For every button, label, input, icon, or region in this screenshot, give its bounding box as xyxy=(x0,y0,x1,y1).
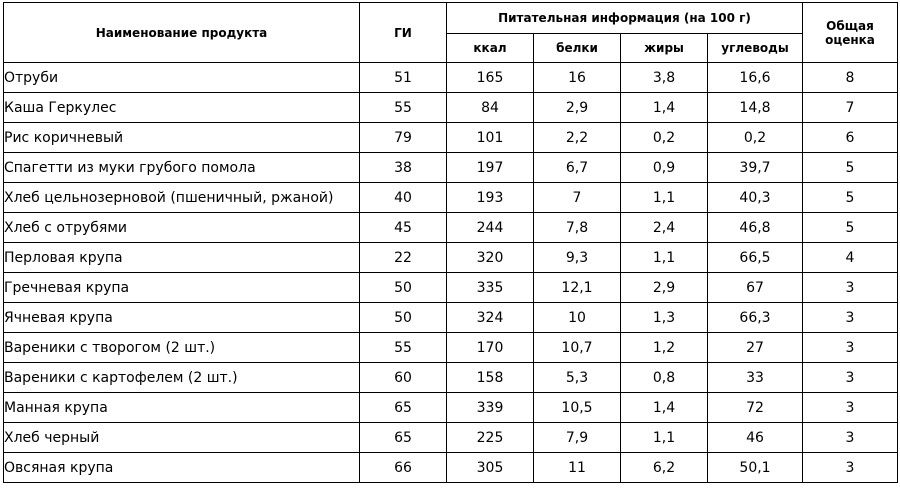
nutrition-table xyxy=(3,2,898,483)
cell-product-name: Хлеб черный xyxy=(4,423,360,453)
cell-product-name: Ячневая крупа xyxy=(4,303,360,333)
cell-kcal: 305 xyxy=(447,453,534,483)
cell-gi: 55 xyxy=(360,333,447,363)
cell-gi: 40 xyxy=(360,183,447,213)
table-body xyxy=(4,63,898,483)
cell-kcal: 84 xyxy=(447,93,534,123)
cell-score: 5 xyxy=(803,153,898,183)
cell-protein: 6,7 xyxy=(534,153,621,183)
header-kcal: ккал xyxy=(447,34,534,63)
cell-gi: 50 xyxy=(360,273,447,303)
header-product-name: Наименование продукта xyxy=(4,3,360,63)
cell-carbs: 46,8 xyxy=(708,213,803,243)
cell-kcal: 197 xyxy=(447,153,534,183)
cell-kcal: 324 xyxy=(447,303,534,333)
cell-protein: 10,5 xyxy=(534,393,621,423)
table-row xyxy=(4,453,898,483)
cell-carbs: 16,6 xyxy=(708,63,803,93)
cell-score: 3 xyxy=(803,423,898,453)
table-row xyxy=(4,153,898,183)
cell-carbs: 50,1 xyxy=(708,453,803,483)
cell-product-name: Овсяная крупа xyxy=(4,453,360,483)
header-gi: ГИ xyxy=(360,3,447,63)
cell-protein: 16 xyxy=(534,63,621,93)
cell-product-name: Рис коричневый xyxy=(4,123,360,153)
cell-fat: 1,1 xyxy=(621,423,708,453)
cell-fat: 1,2 xyxy=(621,333,708,363)
table-row xyxy=(4,183,898,213)
cell-gi: 55 xyxy=(360,93,447,123)
cell-product-name: Спагетти из муки грубого помола xyxy=(4,153,360,183)
cell-gi: 65 xyxy=(360,423,447,453)
table-header xyxy=(4,3,898,63)
cell-score: 3 xyxy=(803,453,898,483)
cell-product-name: Вареники с картофелем (2 шт.) xyxy=(4,363,360,393)
cell-fat: 2,4 xyxy=(621,213,708,243)
cell-protein: 11 xyxy=(534,453,621,483)
table-row xyxy=(4,93,898,123)
cell-carbs: 14,8 xyxy=(708,93,803,123)
cell-fat: 6,2 xyxy=(621,453,708,483)
cell-carbs: 72 xyxy=(708,393,803,423)
cell-product-name: Гречневая крупа xyxy=(4,273,360,303)
table-row xyxy=(4,123,898,153)
header-fat: жиры xyxy=(621,34,708,63)
cell-kcal: 101 xyxy=(447,123,534,153)
table-row xyxy=(4,213,898,243)
cell-protein: 7 xyxy=(534,183,621,213)
table-row xyxy=(4,333,898,363)
cell-kcal: 339 xyxy=(447,393,534,423)
cell-kcal: 170 xyxy=(447,333,534,363)
cell-product-name: Хлеб с отрубями xyxy=(4,213,360,243)
cell-product-name: Каша Геркулес xyxy=(4,93,360,123)
cell-protein: 2,2 xyxy=(534,123,621,153)
cell-carbs: 39,7 xyxy=(708,153,803,183)
cell-product-name: Манная крупа xyxy=(4,393,360,423)
cell-carbs: 0,2 xyxy=(708,123,803,153)
cell-gi: 38 xyxy=(360,153,447,183)
cell-carbs: 46 xyxy=(708,423,803,453)
cell-kcal: 165 xyxy=(447,63,534,93)
table-row xyxy=(4,393,898,423)
cell-protein: 10 xyxy=(534,303,621,333)
cell-gi: 66 xyxy=(360,453,447,483)
cell-kcal: 158 xyxy=(447,363,534,393)
header-carbs: углеводы xyxy=(708,34,803,63)
header-row-top xyxy=(4,3,898,34)
cell-protein: 7,8 xyxy=(534,213,621,243)
cell-protein: 12,1 xyxy=(534,273,621,303)
cell-fat: 0,8 xyxy=(621,363,708,393)
cell-score: 3 xyxy=(803,333,898,363)
cell-kcal: 320 xyxy=(447,243,534,273)
cell-protein: 10,7 xyxy=(534,333,621,363)
cell-protein: 7,9 xyxy=(534,423,621,453)
header-protein: белки xyxy=(534,34,621,63)
cell-gi: 51 xyxy=(360,63,447,93)
cell-fat: 0,2 xyxy=(621,123,708,153)
cell-carbs: 66,3 xyxy=(708,303,803,333)
table-row xyxy=(4,273,898,303)
header-nutrition-info: Питательная информация (на 100 г) xyxy=(447,3,803,34)
cell-gi: 65 xyxy=(360,393,447,423)
cell-score: 5 xyxy=(803,183,898,213)
table-row xyxy=(4,243,898,273)
cell-carbs: 33 xyxy=(708,363,803,393)
table-row xyxy=(4,303,898,333)
cell-gi: 45 xyxy=(360,213,447,243)
cell-carbs: 67 xyxy=(708,273,803,303)
cell-gi: 50 xyxy=(360,303,447,333)
cell-score: 6 xyxy=(803,123,898,153)
cell-fat: 1,1 xyxy=(621,243,708,273)
cell-score: 8 xyxy=(803,63,898,93)
cell-gi: 60 xyxy=(360,363,447,393)
table-row xyxy=(4,423,898,453)
cell-score: 3 xyxy=(803,363,898,393)
cell-product-name: Отруби xyxy=(4,63,360,93)
cell-gi: 22 xyxy=(360,243,447,273)
cell-fat: 2,9 xyxy=(621,273,708,303)
cell-kcal: 225 xyxy=(447,423,534,453)
cell-carbs: 27 xyxy=(708,333,803,363)
cell-fat: 3,8 xyxy=(621,63,708,93)
cell-score: 5 xyxy=(803,213,898,243)
cell-fat: 1,4 xyxy=(621,393,708,423)
cell-product-name: Перловая крупа xyxy=(4,243,360,273)
cell-protein: 9,3 xyxy=(534,243,621,273)
cell-score: 3 xyxy=(803,273,898,303)
cell-score: 3 xyxy=(803,303,898,333)
table-row xyxy=(4,363,898,393)
cell-fat: 1,3 xyxy=(621,303,708,333)
header-overall-score: Общая оценка xyxy=(803,3,898,63)
cell-carbs: 40,3 xyxy=(708,183,803,213)
cell-protein: 5,3 xyxy=(534,363,621,393)
cell-protein: 2,9 xyxy=(534,93,621,123)
cell-score: 3 xyxy=(803,393,898,423)
cell-kcal: 335 xyxy=(447,273,534,303)
cell-fat: 0,9 xyxy=(621,153,708,183)
cell-product-name: Вареники с творогом (2 шт.) xyxy=(4,333,360,363)
cell-product-name: Хлеб цельнозерновой (пшеничный, ржаной) xyxy=(4,183,360,213)
cell-fat: 1,4 xyxy=(621,93,708,123)
cell-kcal: 193 xyxy=(447,183,534,213)
cell-score: 7 xyxy=(803,93,898,123)
cell-fat: 1,1 xyxy=(621,183,708,213)
cell-score: 4 xyxy=(803,243,898,273)
cell-kcal: 244 xyxy=(447,213,534,243)
cell-gi: 79 xyxy=(360,123,447,153)
cell-carbs: 66,5 xyxy=(708,243,803,273)
table-row xyxy=(4,63,898,93)
